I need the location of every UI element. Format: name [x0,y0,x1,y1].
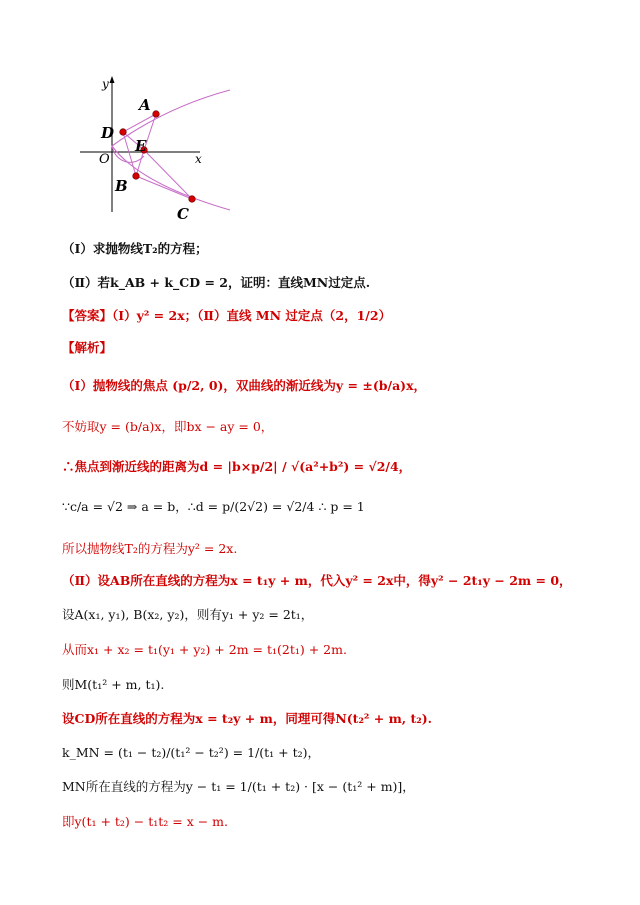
label-A: A [139,96,151,114]
solution-step-10: 设CD所在直线的方程为x = t₂y + m，同理可得N(t₂² + m, t₂). [62,711,433,726]
solution-step-12: MN所在直线的方程为y − t₁ = 1/(t₁ + t₂) · [x − (t₁² + m)]， [62,779,415,794]
solution-step-7: 设A(x₁, y₁), B(x₂, y₂)，则有y₁ + y₂ = 2t₁， [62,607,314,622]
question-part-1: （Ⅰ）求抛物线T₂的方程； [62,241,208,256]
segment-BC [136,176,192,199]
point-C [189,196,196,203]
solution-step-13: 即y(t₁ + t₂) − t₁t₂ = x − m. [62,814,229,829]
label-E: E [135,137,147,155]
origin-label: O [99,152,110,167]
analysis-heading: 【解析】 [62,340,113,355]
point-A [153,111,160,118]
question-part-2: （Ⅱ）若k_AB + k_CD = 2，证明：直线MN过定点. [62,275,371,290]
x-axis-label: x [195,152,202,166]
solution-step-6: （Ⅱ）设AB所在直线的方程为x = t₁y + m，代入y² = 2x中，得y² − 2t₁y − 2m = 0， [62,573,572,588]
parabola-figure [75,72,245,232]
solution-step-9: 则M(t₁² + m, t₁). [62,677,165,692]
solution-step-1: （Ⅰ）抛物线的焦点 (p/2, 0)，双曲线的渐近线为y = ±(b/a)x， [62,378,427,393]
solution-step-2: 不妨取y = (b/a)x，即bx − ay = 0， [62,419,274,434]
label-B: B [115,177,128,195]
label-C: C [177,205,189,223]
parabola-curve [112,90,230,210]
solution-step-3: ∴焦点到渐近线的距离为d = |b×p/2| / √(a²+b²) = √2/4， [62,459,412,474]
label-D: D [101,124,115,142]
y-axis-label: y [102,77,109,91]
solution-step-11: k_MN = (t₁ − t₂)/(t₁² − t₂²) = 1/(t₁ + t₂)， [62,745,321,760]
answer-line: 【答案】（Ⅰ）y² = 2x；（Ⅱ）直线 MN 过定点（2，1/2） [62,308,392,323]
point-B [133,173,140,180]
solution-step-4: ∵c/a = √2 ⇒ a = b，∴d = p/(2√2) = √2/4 ∴ p = 1 [62,499,365,514]
y-axis-arrow [110,76,115,83]
solution-step-5: 所以抛物线T₂的方程为y² = 2x. [62,541,238,556]
solution-step-8: 从而x₁ + x₂ = t₁(y₁ + y₂) + 2m = t₁(2t₁) + 2m. [62,642,347,657]
segment-EC [144,150,192,199]
point-D [120,129,127,136]
